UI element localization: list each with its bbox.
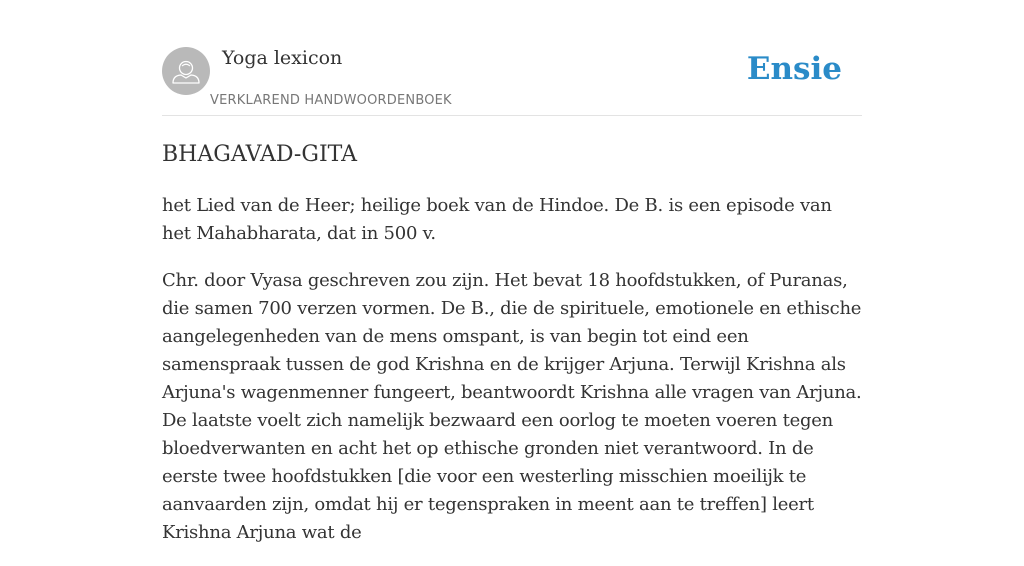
entry-paragraph: Chr. door Vyasa geschreven zou zijn. Het bevat 18 hoofdstukken, of Puranas, die samen 700 verzen vormen. De B., die de spirituele, emotionele en ethische aangelegenheden van de mens omspant, is van begin tot eind een samenspraak tussen de god Krishna en de krijger Arjuna. Terwijl Krishna als Arjuna's wagenmenner fungeert, beantwoordt Krishna alle vragen van Arjuna. De laatste voelt zich namelijk bezwaard een oorlog te moeten voeren tegen bloedverwanten en acht het op ethische gronden niet verantwoord. In de eerste twee hoofdstukken [die voor een westerling misschien moeilijk te aanvaarden zijn, omdat hij er tegenspraken in meent aan te treffen] leert Krishna Arjuna wat de — [162, 270, 862, 543]
entry-title: BHAGAVAD-GITA — [162, 142, 357, 167]
ensie-logo-link[interactable]: Ensie — [746, 51, 842, 87]
book-avatar[interactable] — [162, 47, 210, 95]
page-container — [162, 0, 862, 543]
page-header — [162, 0, 862, 116]
entry-paragraph: het Lied van de Heer; heilige boek van de Hindoe. De B. is een episode van het Mahabharata, dat in 500 v. — [162, 195, 832, 244]
entry-body — [162, 192, 862, 566]
book-subtitle: VERKLAREND HANDWOORDENBOEK — [210, 93, 452, 108]
book-title-link[interactable]: Yoga lexicon — [222, 47, 343, 69]
user-icon — [162, 47, 210, 95]
